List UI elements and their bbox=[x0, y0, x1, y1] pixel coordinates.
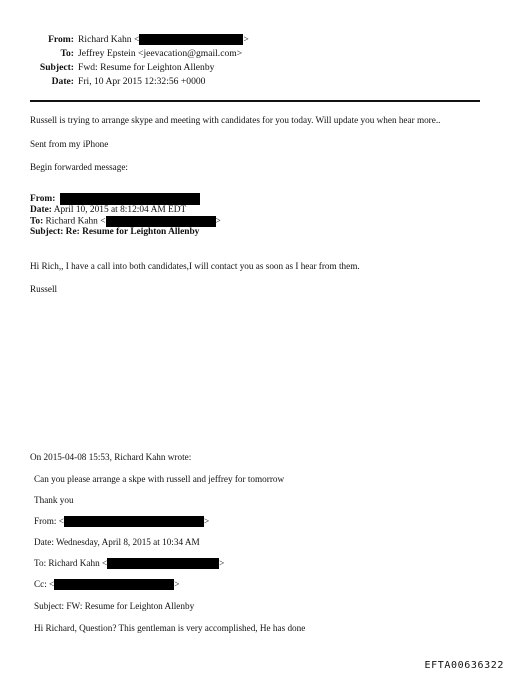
quoted-from-row bbox=[34, 516, 209, 527]
from-value bbox=[78, 34, 249, 45]
quoted-intro: On 2015-04-08 15:53, Richard Kahn wrote: bbox=[30, 452, 192, 462]
redaction-block bbox=[107, 558, 219, 569]
date-label: Date: bbox=[51, 76, 74, 87]
date-value: Fri, 10 Apr 2015 12:32:56 +0000 bbox=[78, 76, 206, 87]
fwd-to-row bbox=[30, 216, 221, 227]
quoted-line-2: Thank you bbox=[34, 495, 74, 505]
fwd-to-label: To: bbox=[30, 216, 44, 227]
quoted-to-row bbox=[34, 558, 224, 569]
quoted-cc-prefix: Cc: < bbox=[34, 579, 55, 589]
fwd-date-value: April 10, 2015 at 8:12:04 AM EDT bbox=[53, 205, 187, 215]
quoted-from-prefix: From: < bbox=[34, 516, 64, 526]
redaction-block bbox=[54, 579, 174, 590]
message-line-1: Russell is trying to arrange skype and meeting with candidates for you today. Will update you when hear more.. bbox=[30, 115, 441, 125]
quoted-to-prefix: To: Richard Kahn < bbox=[34, 558, 108, 568]
fwd-from-row bbox=[30, 193, 200, 205]
quoted-cc-row bbox=[34, 579, 179, 590]
redaction-block bbox=[60, 193, 200, 205]
redaction-block bbox=[64, 516, 204, 527]
to-label: To: bbox=[60, 48, 74, 59]
quoted-last-line: Hi Richard, Question? This gentleman is very accomplished, He has done bbox=[34, 623, 306, 633]
fwd-subject: Subject: Re: Resume for Leighton Allenby bbox=[30, 227, 200, 237]
fwd-from-label: From: bbox=[30, 194, 56, 205]
fwd-date-row bbox=[30, 205, 186, 215]
from-suffix: > bbox=[243, 34, 249, 45]
fwd-signature: Russell bbox=[30, 284, 58, 294]
fwd-to-value: Richard Kahn < bbox=[45, 216, 106, 227]
quoted-line-1: Can you please arrange a skpe with russell and jeffrey for tomorrow bbox=[34, 474, 285, 484]
fwd-body: Hi Rich,, I have a call into both candidates,I will contact you as soon as I hear from them. bbox=[30, 261, 360, 271]
quoted-subject: Subject: FW: Resume for Leighton Allenby bbox=[34, 601, 195, 611]
quoted-cc-suffix: > bbox=[174, 579, 180, 589]
document-id: EFTA00636322 bbox=[424, 660, 504, 671]
to-value: Jeffrey Epstein <jeevacation@gmail.com> bbox=[78, 48, 243, 59]
from-name: Richard Kahn < bbox=[78, 34, 140, 45]
quoted-date: Date: Wednesday, April 8, 2015 at 10:34 AM bbox=[34, 537, 200, 547]
header-divider bbox=[30, 100, 480, 102]
from-label: From: bbox=[48, 34, 74, 45]
message-line-3: Begin forwarded message: bbox=[30, 162, 128, 172]
fwd-subject-row bbox=[30, 227, 199, 237]
quoted-to-suffix: > bbox=[219, 558, 225, 568]
message-line-2: Sent from my iPhone bbox=[30, 139, 109, 149]
subject-value: Fwd: Resume for Leighton Allenby bbox=[78, 62, 215, 73]
subject-label: Subject: bbox=[39, 62, 74, 73]
quoted-from-suffix: > bbox=[203, 516, 210, 526]
redaction-block bbox=[139, 34, 243, 45]
redaction-block bbox=[106, 216, 216, 227]
fwd-to-suffix: > bbox=[215, 216, 221, 227]
fwd-date-label: Date: bbox=[30, 205, 52, 215]
